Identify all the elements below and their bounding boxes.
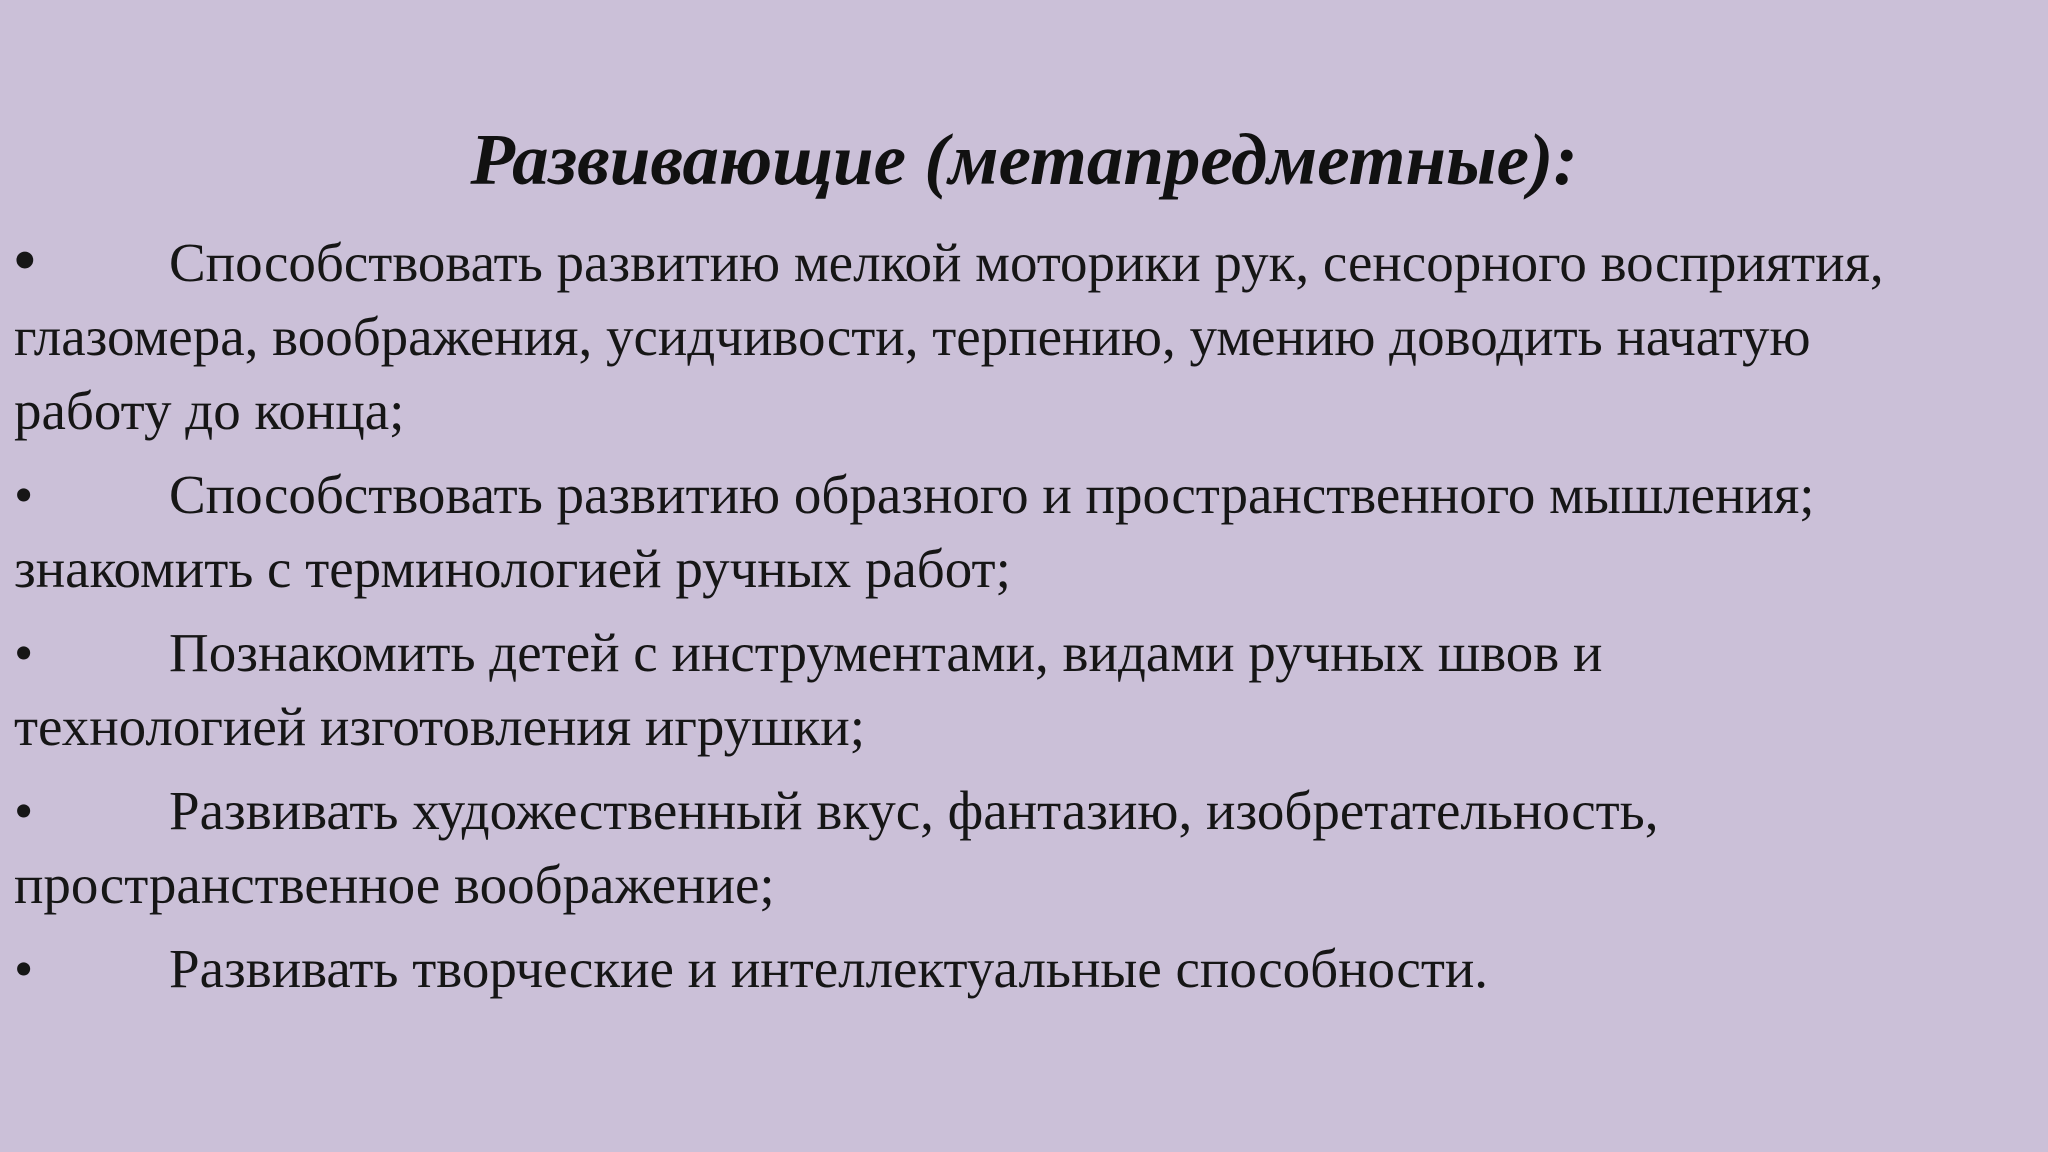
bullet-icon: •: [14, 780, 34, 841]
list-item-line: технологией изготовления игрушки;: [14, 696, 865, 757]
list-item-text: Развивать творческие и интеллектуальные способности.: [169, 938, 1489, 999]
list-item: [14, 774, 2044, 922]
slide-title: Развивающие (метапредметные):: [470, 119, 1578, 200]
list-item: [14, 616, 2044, 764]
list-item-line: пространственное воображение;: [14, 854, 775, 915]
list-item-line: [14, 458, 2044, 532]
bullet-icon: •: [14, 464, 34, 525]
list-item: [14, 224, 2044, 448]
list-item-text: Способствовать развитию мелкой моторики рук, сенсорного восприятия,: [169, 232, 1884, 293]
list-item-line: [14, 224, 2044, 300]
list-item-text: Способствовать развитию образного и пространственного мышления;: [169, 464, 1815, 525]
list-item: [14, 458, 2044, 606]
list-item: [14, 932, 2044, 1006]
bullet-icon: •: [14, 622, 34, 683]
list-item-line: глазомера, воображения, усидчивости, терпению, умению доводить начатую: [14, 306, 1811, 367]
bullet-icon: •: [14, 938, 34, 999]
list-item-line: [14, 774, 2044, 848]
list-item-line: знакомить с терминологией ручных работ;: [14, 538, 1011, 599]
bullet-icon: •: [14, 227, 36, 295]
list-item-line: работу до конца;: [14, 380, 405, 441]
list-item-line: [14, 616, 2044, 690]
list-item-line: [14, 932, 2044, 1006]
list-item-text: Развивать художественный вкус, фантазию, изобретательность,: [169, 780, 1659, 841]
bullet-list: [14, 224, 2044, 1016]
list-item-text: Познакомить детей с инструментами, видами ручных швов и: [169, 622, 1603, 683]
